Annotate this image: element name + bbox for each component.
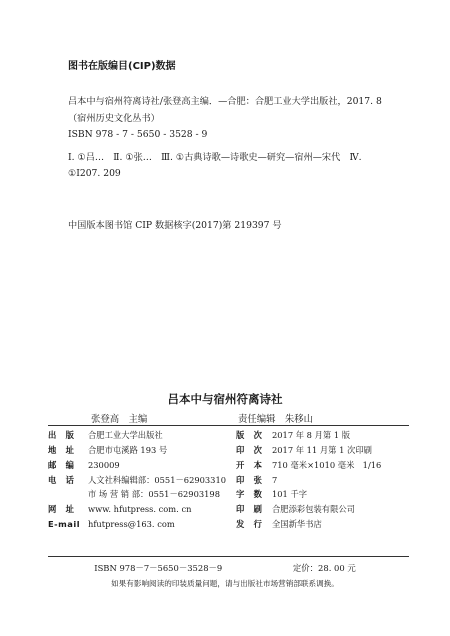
- info-value: 全国新华书店: [272, 519, 322, 529]
- isbn-price-line: [0, 562, 450, 574]
- info-value: 2017 年 11 月第 1 次印刷: [272, 445, 372, 455]
- info-label: 印 刷: [236, 504, 263, 514]
- info-value: 7: [272, 475, 278, 485]
- cip-isbn: ISBN 978 - 7 - 5650 - 3528 - 9: [68, 129, 208, 141]
- cip-record-number: 中国版本图书馆 CIP 数据核字(2017)第 219397 号: [68, 220, 282, 231]
- cip-entry: [68, 94, 394, 183]
- isbn-number: ISBN 978－7－5650－3528－9: [94, 563, 223, 573]
- cip-title-line: 吕本中与宿州符离诗社/张登高主编．—合肥：合肥工业大学出版社，2017. 8: [68, 96, 382, 107]
- cip-heading: 图书在版编目(CIP)数据: [68, 61, 176, 72]
- publication-info: [48, 430, 409, 554]
- info-label: 开 本: [236, 460, 263, 470]
- bottom-divider: [48, 556, 409, 557]
- cip-classification: Ⅰ. ①吕… Ⅱ. ①张… Ⅲ. ①古典诗歌—诗歌史—研究—宿州—宋代 Ⅳ. ①I207. 209: [68, 151, 362, 180]
- responsible-editor: 责任编辑 朱移山: [238, 414, 314, 425]
- info-value: 合肥工业大学出版社: [88, 430, 163, 440]
- info-value: 合肥市屯溪路 193 号: [88, 445, 168, 455]
- info-label: 出 版: [48, 430, 75, 440]
- info-label: 印 次: [236, 445, 263, 455]
- book-title: 吕本中与宿州符离诗社: [167, 392, 283, 406]
- info-value: 合肥添彩包装有限公司: [272, 504, 355, 514]
- book-author: 张登高 主编: [91, 414, 148, 425]
- info-value: 市 场 营 销 部：0551－62903198: [88, 489, 220, 499]
- info-value: 2017 年 8 月第 1 版: [272, 430, 351, 440]
- info-label: 字 数: [236, 489, 263, 499]
- info-label: 版 次: [236, 430, 263, 440]
- info-value: 710 毫米×1010 毫米 1/16: [272, 460, 382, 470]
- info-label: E-mail: [48, 519, 81, 529]
- info-label: 发 行: [236, 519, 263, 529]
- info-value: 230009: [88, 460, 120, 470]
- price: 定价：28. 00 元: [292, 563, 356, 573]
- cip-series: （宿州历史文化丛书）: [68, 112, 160, 124]
- quality-notice: 如果有影响阅读的印装质量问题，请与出版社市场营销部联系调换。: [111, 579, 339, 588]
- info-value: www. hfutpress. com. cn: [88, 504, 192, 514]
- info-value: hfutpress@163. com: [88, 519, 175, 529]
- info-label: 电 话: [48, 475, 75, 485]
- info-label: 地 址: [48, 445, 75, 455]
- info-value: 人文社科编辑部：0551－62903310: [88, 475, 227, 485]
- top-divider: [48, 425, 409, 426]
- info-value: 101 千字: [272, 489, 308, 499]
- info-label: 网 址: [48, 504, 75, 514]
- info-label: 印 张: [236, 475, 263, 485]
- info-label: 邮 编: [48, 460, 75, 470]
